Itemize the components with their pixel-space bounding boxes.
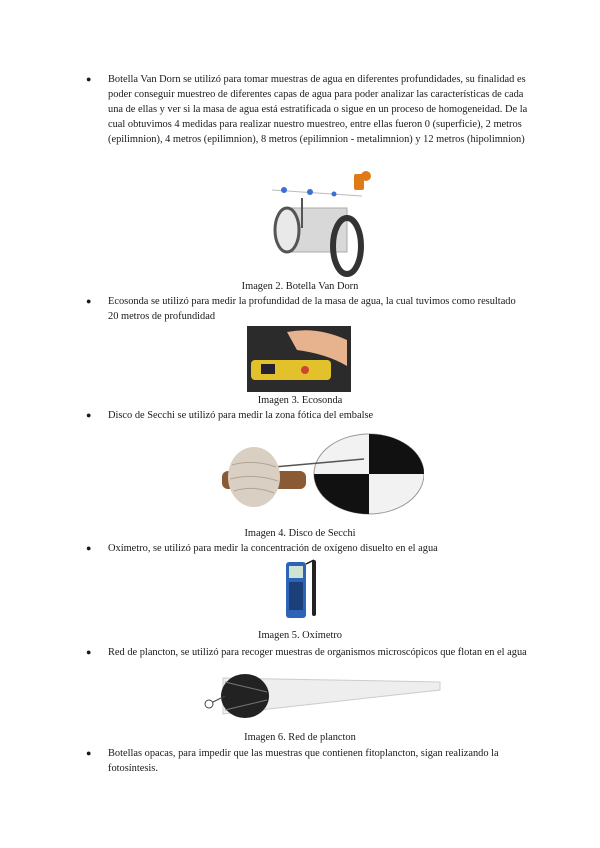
list-item-ecosonda: [88, 294, 528, 324]
caption-oximetro: Imagen 5. Oxímetro: [258, 630, 342, 641]
van-dorn-bottle-image: [262, 168, 392, 278]
list-item-text: Ecosonda se utilizó para medir la profundidad de la masa de agua, la cual tuvimos como resultado 20 metros de profundidad: [108, 296, 516, 322]
list-item-secchi: [88, 408, 528, 423]
bullet-icon: ●: [86, 410, 92, 420]
list-item-van-dorn: [88, 72, 528, 147]
bullet-icon: ●: [86, 647, 92, 657]
plankton-net-image: [195, 664, 445, 726]
list-item-text: Disco de Secchi se utilizó para medir la zona fótica del embalse: [108, 410, 374, 421]
bullet-icon: ●: [86, 543, 92, 553]
oximeter-image: [284, 556, 320, 622]
list-item-oximetro: [88, 541, 528, 556]
bullet-icon: ●: [86, 74, 92, 84]
bullet-icon: ●: [86, 748, 92, 758]
list-item-text: Botellas opacas, para impedir que las muestras que contienen fitoplancton, sigan realizando la fotosíntesis.: [108, 748, 499, 774]
echo-sounder-image: [247, 326, 351, 392]
list-item-botellas-opacas: [88, 746, 528, 776]
bullet-icon: ●: [86, 296, 92, 306]
caption-van-dorn: Imagen 2. Botella Van Dorn: [241, 281, 359, 292]
list-item-text: Red de plancton, se utilizó para recoger muestras de organismos microscópicos que flotan en el agua: [108, 647, 527, 658]
list-item-text: Botella Van Dorn se utilizó para tomar muestras de agua en diferentes profundidades, su finalidad es poder conseguir muestreo de diferentes capas de agua para poder analizar las características de cada una de ellas y ver si la masa de agua está estratificada o sigue en un proceso de homogeneidad. De la cual obtuvimos 4 medidas para realizar nuestro muestreo, entre ellas fueron 0 (superficie), 2 metros (epilimnion), 4 metros (epilimnion), 8 metros (epilimnion - metalimnion) y 12 metros (hipolimnion): [108, 74, 528, 145]
list-item-red-plancton: [88, 645, 528, 660]
list-item-text: Oxímetro, se utilizó para medir la concentración de oxígeno disuelto en el agua: [108, 543, 438, 554]
caption-secchi: Imagen 4. Disco de Secchi: [244, 528, 356, 539]
secchi-disk-image: [214, 429, 424, 519]
caption-ecosonda: Imagen 3. Ecosonda: [257, 395, 343, 406]
caption-red-plancton: Imagen 6. Red de plancton: [244, 732, 356, 743]
